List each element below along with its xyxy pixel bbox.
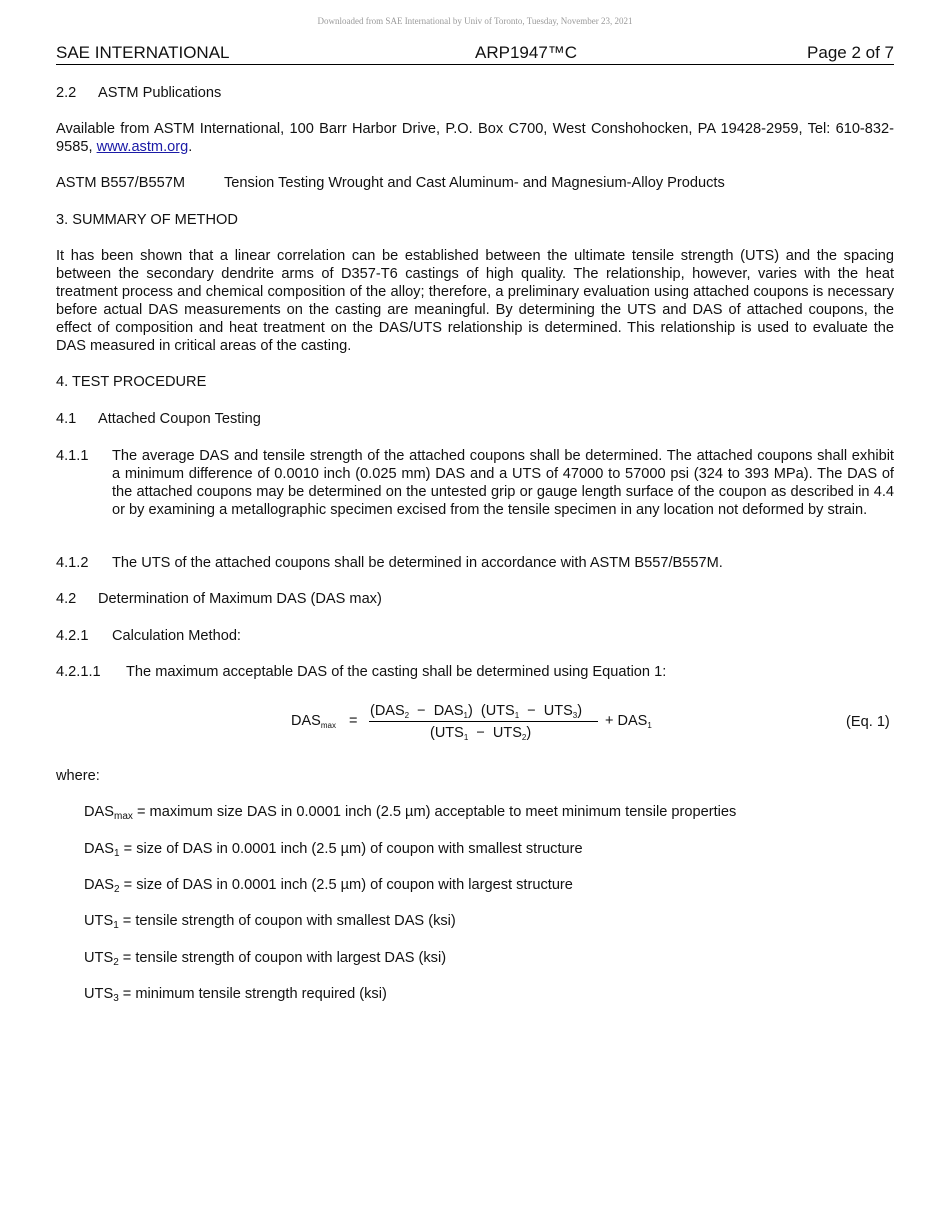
eq-term: DAS [617,713,648,729]
eq-sub: 2 [521,733,527,742]
eq-das: DAS [291,713,321,729]
eq-term: UTS [492,725,522,741]
astm-availability-paragraph [56,120,894,156]
definition-text: = minimum tensile strength required (ksi) [118,986,387,1002]
eq-term: (UTS [430,725,464,741]
eq-sub: 2 [404,711,410,720]
where-label: where: [56,768,100,784]
definition-symbol: DAS [84,877,115,893]
eq-sub: 1 [647,721,652,730]
definition-text: = tensile strength of coupon with largest DAS (ksi) [118,950,447,966]
definition-text: = size of DAS in 0.0001 inch (2.5 µm) of coupon with smallest structure [119,841,583,857]
definition-subscript: max [114,811,133,822]
section-title: ASTM Publications [98,85,222,101]
definition-text: = tensile strength of coupon with smallest DAS (ksi) [118,913,456,929]
fraction-bar [369,721,598,722]
eq-term: (UTS [480,703,515,719]
eq-minus: − [527,703,536,719]
definition-symbol: UTS [84,913,114,929]
definition-text: = maximum size DAS in 0.0001 inch (2.5 µm) acceptable to meet minimum tensile properties [132,804,737,820]
equation-tail [605,713,652,730]
section-number: 4.1 [56,411,77,427]
definition-symbol: DAS [84,841,115,857]
astm-reference [56,174,894,192]
reference-title: Tension Testing Wrought and Cast Aluminum- and Magnesium-Alloy Products [224,175,725,191]
section-4-1-2-number: 4.1.2 [56,555,89,571]
summary-paragraph: It has been shown that a linear correlation can be established between the ultimate tensile strength (UTS) and the spacing between the secondary dendrite arms of D357-T6 castings of high quality. The relationship, however, varies with the heat treatment process and chemical composition of the alloy; therefore, a preliminary evaluation using attached coupons is necessary before actual DAS measurements on the casting are meaningful. By determining the UTS and DAS of attached coupons, the effect of composition and heat treatment on the DAS/UTS relationship is determined. This relationship is used to evaluate the DAS measured in critical areas of the casting. [56,248,894,354]
reference-code: ASTM B557/B557M [56,175,185,191]
definition-symbol: UTS [84,986,114,1002]
eq-term: UTS [543,703,573,719]
section-4-1-2-text: The UTS of the attached coupons shall be determined in accordance with ASTM B557/B557M. [112,555,723,571]
section-4-2-1-number: 4.2.1 [56,628,89,644]
definition-subscript: 2 [114,884,120,895]
equation-denominator: $(UTS_1 - UTS_2)$ [430,725,532,742]
definition-symbol: DAS [84,804,115,820]
definition-subscript: 1 [114,848,120,859]
download-notice: Downloaded from SAE International by Univ of Toronto, Tuesday, November 23, 2021 [317,16,633,26]
section-4-heading: 4. TEST PROCEDURE [56,374,207,390]
section-title: Determination of Maximum DAS (DAS max) [98,591,382,607]
header-page-number: Page 2 of 7 [807,43,894,62]
eq-sub: 1 [514,711,520,720]
definition-symbol: UTS [84,950,114,966]
section-4-2-1-title: Calculation Method: [112,628,241,644]
definition-item [84,912,456,935]
section-4-2-1-1-text: The maximum acceptable DAS of the casting shall be determined using Equation 1: [126,664,667,680]
section-number: 4.2 [56,591,77,607]
eq-sub: max [320,721,336,730]
equation-lhs [291,713,336,730]
section-4-1-heading [56,410,456,428]
section-4-1-1-text: The average DAS and tensile strength of the attached coupons shall be determined. The attached coupons shall exhibit a minimum difference of 0.0010 inch (0.025 mm) DAS and a UTS of 47000 to 57000 psi (324 to 393 MPa). The DAS of the attached coupons may be determined on the untested grip or gauge length surface of the coupon as described in 4.4 or by examining a metallographic specimen excised from the tensile specimen in any location not deformed by strain. [112,448,894,518]
definition-item [84,985,387,1008]
section-4-2-heading [56,590,556,608]
equation-numerator: $(DAS_2 - DAS_1) (UTS_1 - UTS_3)$ [370,703,583,720]
astm-website-link[interactable]: www.astm.org [96,139,189,155]
availability-end: . [188,139,193,155]
section-3-heading: 3. SUMMARY OF METHOD [56,212,238,228]
header-org: SAE INTERNATIONAL [56,43,230,62]
eq-term: DAS [433,703,464,719]
eq-minus: − [476,725,485,741]
eq-sub: 1 [463,711,468,720]
section-4-2-1-1-number: 4.2.1.1 [56,664,101,680]
definition-item [84,803,736,826]
section-number: 2.2 [56,85,77,101]
availability-text: Available from ASTM International, 100 Barr Harbor Drive, P.O. Box C700, West Conshohocken, PA 19428-2959, Tel: 610-832-9585, [56,121,894,155]
header-doc-id: ARP1947™C [475,43,578,62]
definition-text: = size of DAS in 0.0001 inch (2.5 µm) of coupon with largest structure [119,877,573,893]
equation-equals: = [349,713,358,729]
eq-minus: − [417,703,426,719]
eq-term: (DAS [370,703,405,719]
page-header [56,43,894,65]
section-2-2-heading [56,84,222,102]
definition-item [84,876,573,899]
definition-item [84,840,583,863]
definition-subscript: 1 [113,920,119,931]
equation-label: (Eq. 1) [846,714,890,730]
eq-sub: 1 [463,733,469,742]
section-4-1-1-number: 4.1.1 [56,448,89,464]
definition-subscript: 2 [113,957,119,968]
section-title: Attached Coupon Testing [98,411,261,427]
definition-item [84,949,446,972]
definition-subscript: 3 [113,993,119,1004]
eq-plus: + [605,713,614,729]
eq-sub: 3 [572,711,578,720]
